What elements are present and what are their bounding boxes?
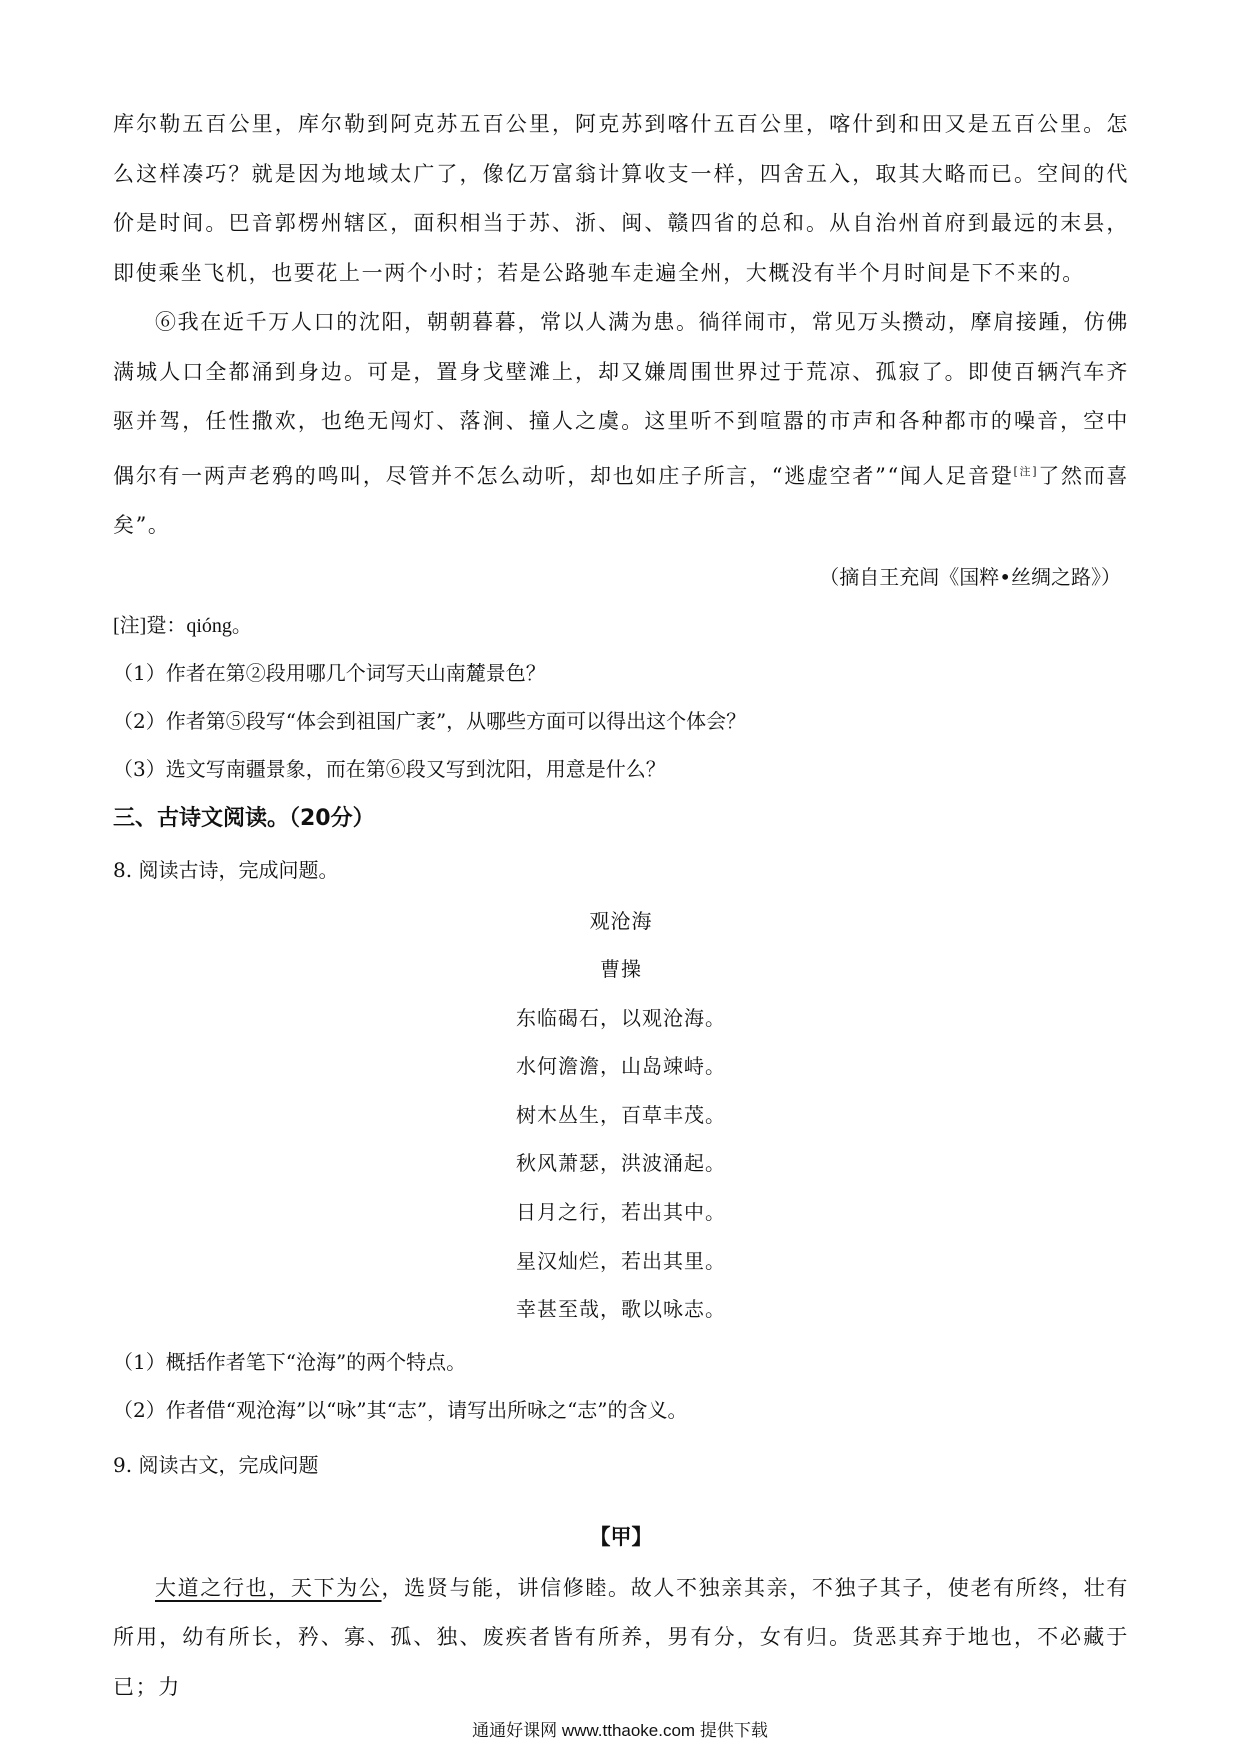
- underlined-sentence: 大道之行也，天下为公: [155, 1575, 382, 1600]
- classical-text-rest: ，选贤与能，讲信修睦。故人不独亲其亲，不独子其子，使老有所终，壮有所用，幼有所长，矜、寡、孤、独、废疾者皆有所养，男有分，女有归。货恶其弃于地也，不必藏于已；力: [113, 1575, 1130, 1699]
- passage-paragraph-5-continued: 库尔勒五百公里，库尔勒到阿克苏五百公里，阿克苏到喀什五百公里，喀什到和田又是五百公里。怎么这样凑巧？就是因为地域太广了，像亿万富翁计算收支一样，四舍五入，取其大略而已。空间的代价是时间。巴音郭楞州辖区，面积相当于苏、浙、闽、赣四省的总和。从自治州首府到最远的末县，即使乘坐飞机，也要花上一两个小时；若是公路驰车走遍全州，大概没有半个月时间是下不来的。: [113, 112, 1129, 285]
- question-8-stem: 8. 阅读古诗，完成问题。: [113, 857, 339, 882]
- question-7-1: （1）作者在第②段用哪几个词写天山南麓景色？: [113, 660, 546, 685]
- footnote: [注]跫：qióng。: [113, 614, 252, 637]
- poem-line: 幸甚至哉，歌以咏志。: [516, 1297, 726, 1322]
- poem: [113, 895, 1129, 1338]
- poem-title: 观沧海: [589, 908, 653, 933]
- passage-source: （摘自王充闾《国粹•丝绸之路》）: [819, 564, 1121, 589]
- poem-line: 秋风萧瑟，洪波涌起。: [516, 1151, 726, 1176]
- poem-line: 日月之行，若出其中。: [516, 1200, 726, 1225]
- passage-paragraph-6: [113, 298, 1129, 551]
- poem-line: 东临碣石，以观沧海。: [516, 1005, 726, 1030]
- paragraph-6-text-end: 了然而喜矣”。: [113, 463, 1129, 537]
- poem-line: 水何澹澹，山岛竦峙。: [516, 1054, 726, 1079]
- question-8-2: （2）作者借“观沧海”以“咏”其“志”，请写出所咏之“志”的含义。: [113, 1397, 688, 1422]
- poem-author: 曹操: [600, 957, 642, 982]
- paragraph-6-text: ⑥我在近千万人口的沈阳，朝朝暮暮，常以人满为患。徜徉闹市，常见万头攒动，摩肩接踵，仿佛满城人口全都涌到身边。可是，置身戈壁滩上，却又嫌周围世界过于荒凉、孤寂了。即使百辆汽车齐驱并驾，任性撒欢，也绝无闯灯、落涧、撞人之虞。这里听不到喧嚣的市声和各种都市的噪音，空中偶尔有一两声老鸦的鸣叫，尽管并不怎么动听，却也如庄子所言，“逃虚空者”“闻人足音跫: [113, 310, 1129, 488]
- classical-text-jia: [113, 1564, 1129, 1713]
- poem-line: 树木丛生，百草丰茂。: [516, 1102, 726, 1127]
- page-footer: 通通好课网 www.tthaoke.com 提供下载: [472, 1721, 768, 1740]
- text-heading-jia: 【甲】: [589, 1524, 653, 1549]
- page-content: [113, 100, 1129, 1712]
- question-7-3: （3）选文写南疆景象，而在第⑥段又写到沈阳，用意是什么？: [113, 756, 666, 781]
- section-3-title: 三、古诗文阅读。（20分）: [113, 805, 375, 831]
- poem-line: 星汉灿烂，若出其里。: [516, 1248, 726, 1273]
- question-8-1: （1）概括作者笔下“沧海”的两个特点。: [113, 1349, 467, 1374]
- footnote-marker: [注]: [1013, 464, 1039, 478]
- question-9-stem: 9. 阅读古文，完成问题: [113, 1452, 319, 1477]
- question-7-2: （2）作者第⑤段写“体会到祖国广袤”，从哪些方面可以得出这个体会？: [113, 708, 747, 733]
